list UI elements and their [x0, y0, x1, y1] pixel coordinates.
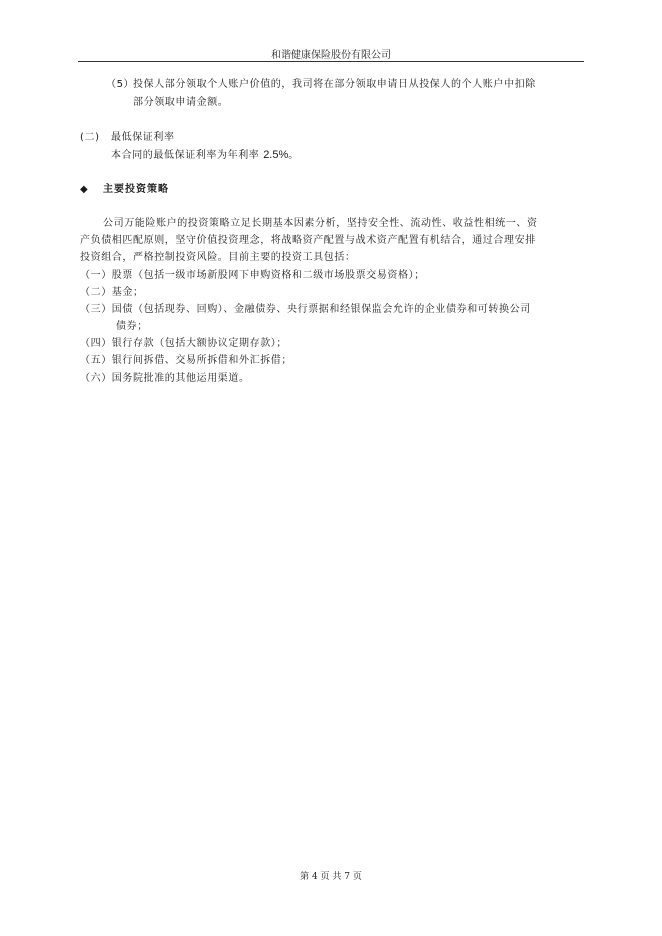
section-2-body-suffix: 。 — [288, 150, 299, 161]
investment-tool-other-channels: （六）国务院批准的其他运用渠道。 — [80, 373, 250, 384]
minimum-guaranteed-rate: 2.5% — [263, 149, 289, 161]
page-number-footer: 第 4 页 共 7 页 — [300, 872, 362, 882]
investment-tool-interbank-lending: （五）银行间拆借、交易所拆借和外汇拆借； — [80, 355, 292, 366]
investment-tool-bank-deposits: （四）银行存款（包括大额协议定期存款）； — [80, 338, 287, 349]
section-2-body-prefix: 本合同的最低保证利率为年利率 — [111, 150, 264, 161]
investment-tool-bonds-line2: 债券； — [116, 321, 148, 332]
section-2-number: (二) — [80, 132, 100, 143]
header-divider — [78, 61, 584, 62]
strategy-heading: 主要投资策略 — [103, 184, 169, 195]
item-5-text-line2: 部分领取申请金额。 — [133, 97, 229, 108]
section-2-title: 最低保证利率 — [111, 132, 175, 143]
strategy-paragraph-line3: 投资组合，严格控制投资风险。目前主要的投资工具包括： — [80, 252, 356, 263]
item-5-number: （5） — [106, 79, 135, 90]
page-header-company: 和谐健康保险股份有限公司 — [271, 50, 391, 61]
diamond-bullet-icon: ◆ — [80, 184, 88, 195]
investment-tool-bonds-line1: （三）国债（包括现券、回购）、金融债券、央行票据和经银保监会允许的企业债券和可转换公司 — [80, 304, 531, 315]
investment-tool-funds: （二）基金； — [80, 287, 144, 298]
investment-tool-stocks: （一）股票（包括一级市场新股网下申购资格和二级市场股票交易资格）； — [80, 270, 425, 281]
item-5-text-line1: 投保人部分领取个人账户价值的，我司将在部分领取申请日从投保人的个人账户中扣除 — [133, 79, 536, 90]
strategy-paragraph-line1: 公司万能险账户的投资策略立足长期基本因素分析，坚持安全性、流动性、收益性相统一、资 — [103, 218, 538, 229]
strategy-paragraph-line2: 产负债相匹配原则，坚守价值投资理念，将战略资产配置与战术资产配置有机结合，通过合理安排 — [80, 235, 536, 246]
section-2-body — [111, 148, 299, 163]
